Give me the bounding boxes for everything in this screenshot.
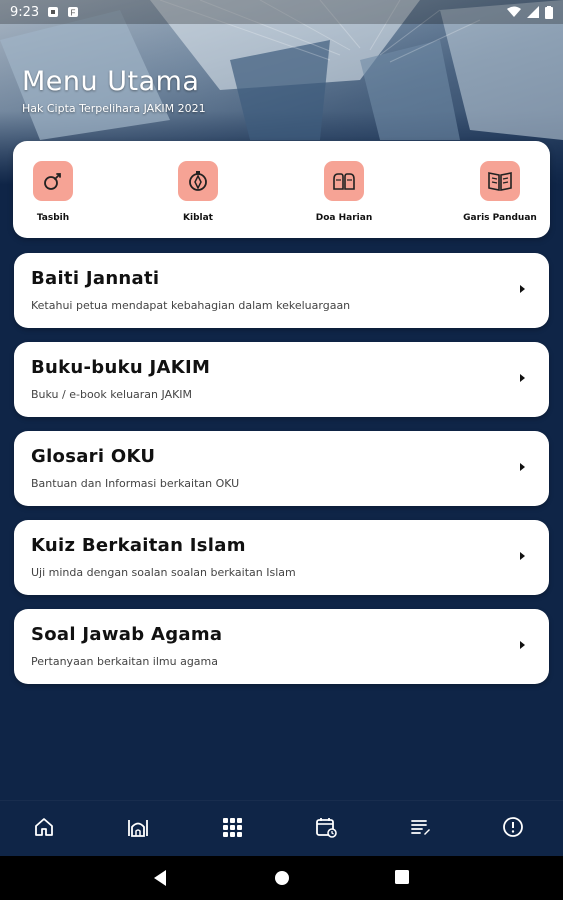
nav-info[interactable]: [501, 815, 525, 839]
quick-item-garis-panduan[interactable]: [460, 161, 540, 223]
nav-grid[interactable]: [220, 815, 244, 839]
menu-item-title: Buku-buku JAKIM: [31, 357, 211, 378]
compass-icon: [178, 161, 218, 201]
menu-item-glosari-oku[interactable]: [14, 431, 549, 506]
menu-item-buku-jakim[interactable]: [14, 342, 549, 417]
quick-item-doa-harian[interactable]: [304, 161, 384, 223]
quick-access-card: [13, 141, 550, 238]
calendar-icon: [314, 815, 338, 839]
grid-icon: [220, 815, 244, 839]
menu-item-title: Glosari OKU: [31, 446, 156, 467]
nav-home[interactable]: [32, 815, 56, 839]
quick-item-tasbih[interactable]: [13, 161, 93, 223]
signal-icon: [527, 6, 539, 18]
chevron-right-icon: [520, 285, 525, 293]
home-icon: [32, 815, 56, 839]
quick-item-label: Kiblat: [183, 213, 213, 223]
bottom-navigation: [0, 800, 563, 857]
system-navigation-bar: [0, 856, 563, 900]
mosque-icon: [126, 815, 150, 839]
back-icon[interactable]: [152, 869, 168, 887]
battery-icon: [545, 6, 553, 19]
menu-item-description: Bantuan dan Informasi berkaitan OKU: [31, 477, 240, 490]
recents-icon[interactable]: [394, 869, 410, 885]
menu-item-description: Buku / e-book keluaran JAKIM: [31, 388, 193, 401]
quick-item-label: Tasbih: [36, 213, 70, 223]
book-icon: [480, 161, 520, 201]
chevron-right-icon: [520, 552, 525, 560]
notes-icon: [408, 815, 432, 839]
menu-item-description: Uji minda dengan soalan soalan berkaitan Islam: [31, 566, 296, 579]
nav-mosque[interactable]: [126, 815, 150, 839]
nav-calendar[interactable]: [314, 815, 338, 839]
menu-item-description: Pertanyaan berkaitan ilmu agama: [31, 655, 218, 668]
chevron-right-icon: [520, 374, 525, 382]
notification-icon: [47, 6, 59, 18]
quick-item-label: Doa Harian: [315, 213, 373, 223]
info-icon: [501, 815, 525, 839]
menu-item-baiti-jannati[interactable]: [14, 253, 549, 328]
page-subtitle: Hak Cipta Terpelihara JAKIM 2021: [22, 102, 206, 115]
chevron-right-icon: [520, 463, 525, 471]
menu-item-title: Baiti Jannati: [31, 268, 160, 289]
quick-item-label: Garis Panduan: [463, 213, 537, 223]
status-bar: [0, 0, 563, 24]
quick-item-kiblat[interactable]: [158, 161, 238, 223]
home-circle-icon[interactable]: [273, 869, 291, 887]
menu-item-kuiz-islam[interactable]: [14, 520, 549, 595]
menu-item-description: Ketahui petua mendapat kebahagian dalam kekeluargaan: [31, 299, 351, 312]
svg-text:F: F: [70, 8, 76, 18]
wifi-icon: [507, 6, 521, 18]
chevron-right-icon: [520, 641, 525, 649]
tasbih-icon: [33, 161, 73, 201]
menu-item-title: Soal Jawab Agama: [31, 624, 223, 645]
page-title: Menu Utama: [22, 66, 200, 97]
nav-notes[interactable]: [408, 815, 432, 839]
app-notification-icon: [67, 6, 79, 18]
status-time: 9:23: [10, 4, 40, 20]
praying-hands-icon: [324, 161, 364, 201]
menu-item-title: Kuiz Berkaitan Islam: [31, 535, 246, 556]
menu-item-soal-jawab[interactable]: [14, 609, 549, 684]
